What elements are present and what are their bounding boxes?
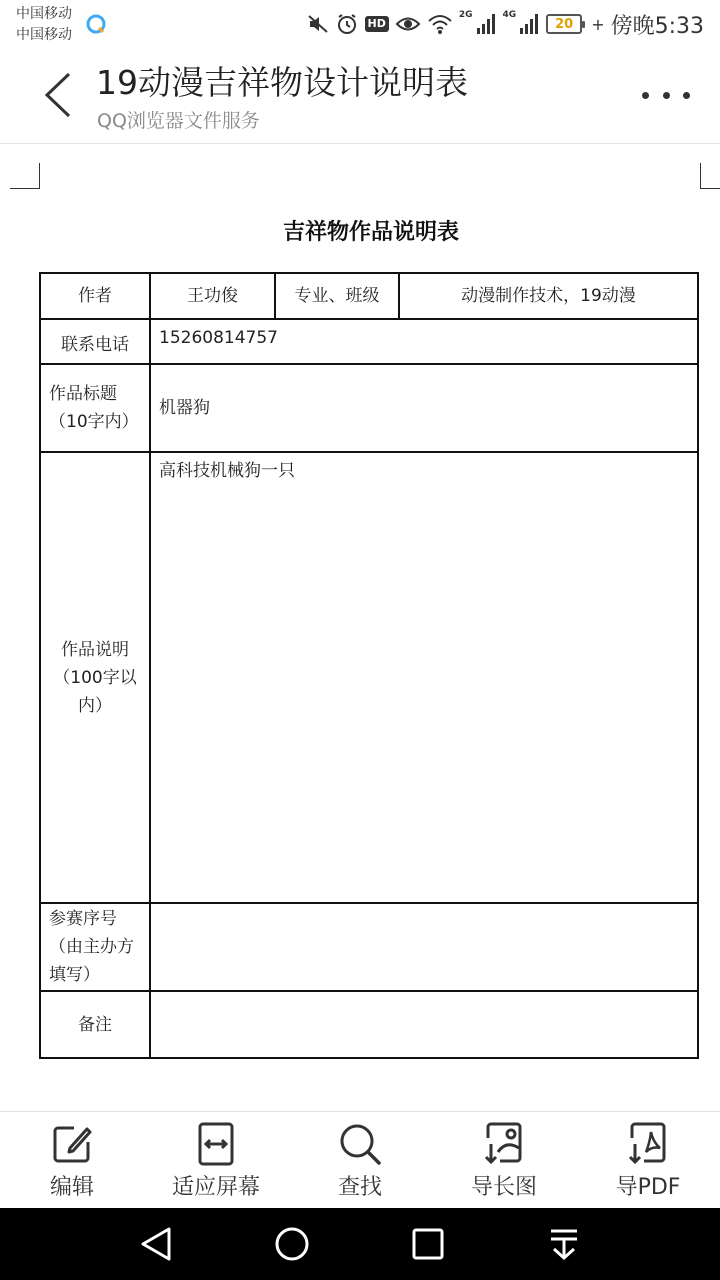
mascot-form-table [39,272,699,1059]
charging-icon: + [591,14,605,34]
nav-recents-button[interactable] [410,1226,446,1262]
major-label: 专业、班级 [275,273,399,319]
search-icon [338,1122,382,1166]
export-long-image-button[interactable] [432,1112,576,1208]
more-menu-button[interactable] [642,80,690,110]
description-label: 作品说明（100字以内） [40,452,150,903]
nav-home-button[interactable] [274,1226,310,1262]
carrier-1: 中国移动 [16,6,72,22]
entry-number-label: 参赛序号（由主办方填写） [40,903,150,991]
triangle-back-icon [139,1226,173,1262]
export-pdf-label: 导PDF [615,1175,681,1200]
eye-icon [395,13,421,35]
phone-label: 联系电话 [40,319,150,364]
carrier-info [16,4,72,46]
clock: 傍晚5:33 [610,13,704,39]
fit-screen-label: 适应屏幕 [171,1175,260,1200]
page-subtitle: QQ浏览器文件服务 [97,110,260,132]
battery-indicator [546,14,582,34]
pull-down-icon [547,1226,581,1262]
mute-icon [307,13,329,35]
document-title: 吉祥物作品说明表 [282,220,459,245]
hd-badge: HD [365,16,389,32]
fit-screen-icon [194,1122,238,1166]
work-title-label: 作品标题（10字内） [40,364,150,452]
edit-label: 编辑 [49,1175,94,1200]
major-value: 动漫制作技术，19动漫 [399,273,698,319]
status-bar [0,0,720,52]
signal-icon-2 [518,13,540,35]
edit-icon [50,1122,94,1166]
description-value: 高科技机械狗一只 [150,452,698,903]
network-4g-label: 4G [502,10,517,20]
table-row [40,991,698,1058]
document-viewer[interactable] [0,145,720,1111]
more-dot-icon [663,92,670,99]
nav-back-button[interactable] [138,1226,174,1262]
system-navigation-bar [0,1208,720,1280]
work-title-value: 机器狗 [150,364,698,452]
signal-icon-1 [475,13,497,35]
back-button[interactable] [36,70,80,120]
export-long-image-label: 导长图 [470,1175,537,1200]
alarm-icon [335,12,359,36]
page-corner-mark-right [700,163,720,189]
app-header [0,52,720,144]
page-title: 19动漫吉祥物设计说明表 [96,63,468,102]
more-dot-icon [683,92,690,99]
author-value: 王功俊 [150,273,275,319]
fit-screen-button[interactable] [144,1112,288,1208]
export-image-icon [482,1122,526,1166]
chevron-left-icon [43,72,73,118]
more-dot-icon [642,92,649,99]
table-row [40,364,698,452]
export-pdf-button[interactable] [576,1112,720,1208]
qq-browser-icon [86,14,106,34]
phone-value: 15260814757 [150,319,698,364]
table-row [40,452,698,903]
page-corner-mark-left [10,163,40,189]
table-row [40,273,698,319]
network-2g-label: 2G [458,10,473,20]
table-row [40,319,698,364]
circle-home-icon [274,1226,310,1262]
remarks-value [150,991,698,1058]
author-label: 作者 [40,273,150,319]
wifi-icon [427,13,453,35]
bottom-toolbar [0,1111,720,1208]
remarks-label: 备注 [40,991,150,1058]
search-button[interactable] [288,1112,432,1208]
entry-number-value [150,903,698,991]
nav-notification-button[interactable] [546,1226,582,1262]
status-icons [307,8,704,40]
search-label: 查找 [337,1175,382,1200]
edit-button[interactable] [0,1112,144,1208]
square-recents-icon [411,1227,445,1261]
battery-level: 20 [555,16,574,32]
table-row [40,903,698,991]
export-pdf-icon [626,1122,670,1166]
carrier-2: 中国移动 [16,27,72,43]
